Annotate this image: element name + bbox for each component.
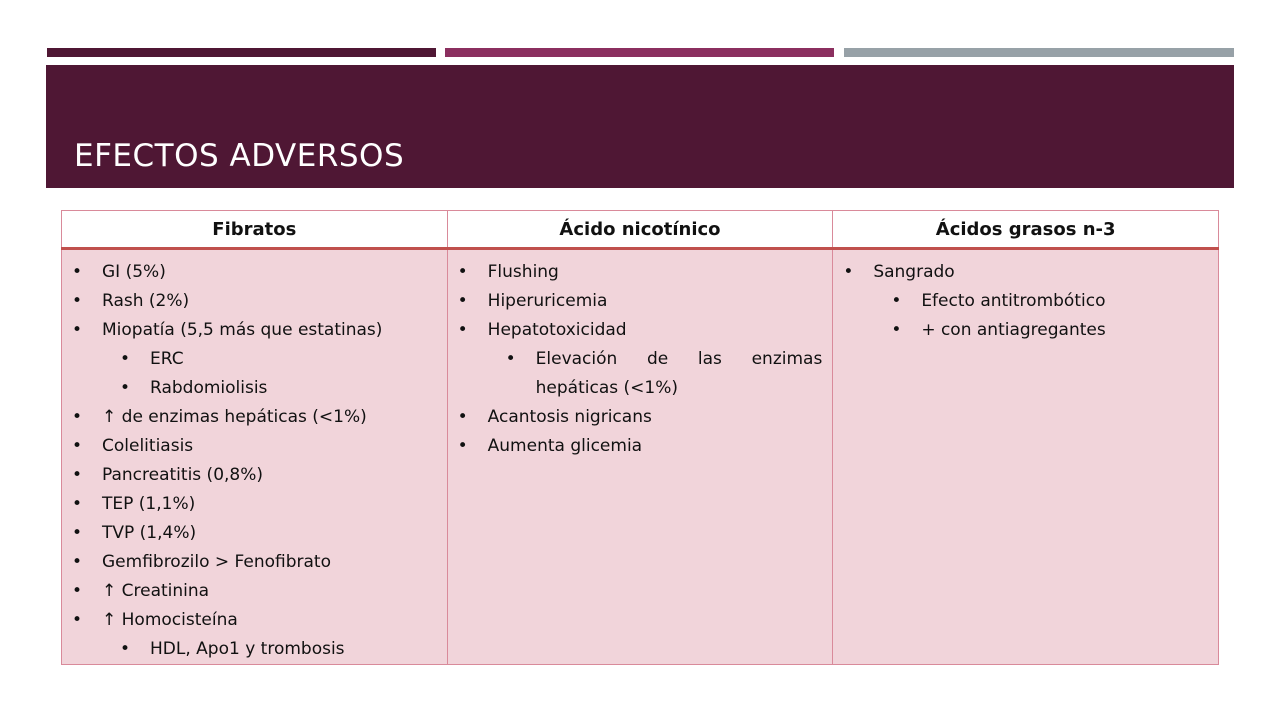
- list-item: • Gemfibrozilo > Fenofibrato: [72, 548, 437, 577]
- adverse-effects-table: [61, 210, 1219, 665]
- list-item: • GI (5%): [72, 258, 437, 287]
- title-band: [46, 65, 1234, 188]
- sub-list-item: • HDL, Apo1 y trombosis: [72, 635, 437, 664]
- list-item: • Miopatía (5,5 más que estatinas): [72, 316, 437, 345]
- list-item: • Aumenta glicemia: [458, 432, 823, 461]
- sub-list-item: • Elevación de las enzimas hepáticas (<1%): [458, 345, 823, 403]
- grasos-list: [843, 258, 1208, 345]
- nicotinico-list: [458, 258, 823, 461]
- list-item: • TEP (1,1%): [72, 490, 437, 519]
- cell-acido-nicotinico: [447, 249, 833, 665]
- list-item: • Rash (2%): [72, 287, 437, 316]
- sub-list-item: • + con antiagregantes: [843, 316, 1208, 345]
- cell-fibratos: [62, 249, 448, 665]
- sub-list-item: • ERC: [72, 345, 437, 374]
- list-item: • TVP (1,4%): [72, 519, 437, 548]
- list-item: • Acantosis nigricans: [458, 403, 823, 432]
- fibratos-list: [72, 258, 437, 664]
- list-item: • ↑ Creatinina: [72, 577, 437, 606]
- slide-title: EFECTOS ADVERSOS: [74, 138, 405, 174]
- header-fibratos: Fibratos: [62, 211, 448, 249]
- accent-bar-dark: [47, 48, 436, 57]
- list-item: • Colelitiasis: [72, 432, 437, 461]
- list-item: • Pancreatitis (0,8%): [72, 461, 437, 490]
- header-acido-nicotinico: Ácido nicotínico: [447, 211, 833, 249]
- table-row: [62, 249, 1219, 665]
- list-item: • Hepatotoxicidad: [458, 316, 823, 345]
- sub-list-item: • Efecto antitrombótico: [843, 287, 1208, 316]
- list-item: • ↑ de enzimas hepáticas (<1%): [72, 403, 437, 432]
- table-header-row: [62, 211, 1219, 249]
- list-item: • Sangrado: [843, 258, 1208, 287]
- sub-list-item: • Rabdomiolisis: [72, 374, 437, 403]
- list-item: • Hiperuricemia: [458, 287, 823, 316]
- accent-bar-magenta: [445, 48, 834, 57]
- list-item: • ↑ Homocisteína: [72, 606, 437, 635]
- accent-bar-gray: [844, 48, 1234, 57]
- cell-acidos-grasos-n3: [833, 249, 1219, 665]
- header-acidos-grasos-n3: Ácidos grasos n-3: [833, 211, 1219, 249]
- list-item: • Flushing: [458, 258, 823, 287]
